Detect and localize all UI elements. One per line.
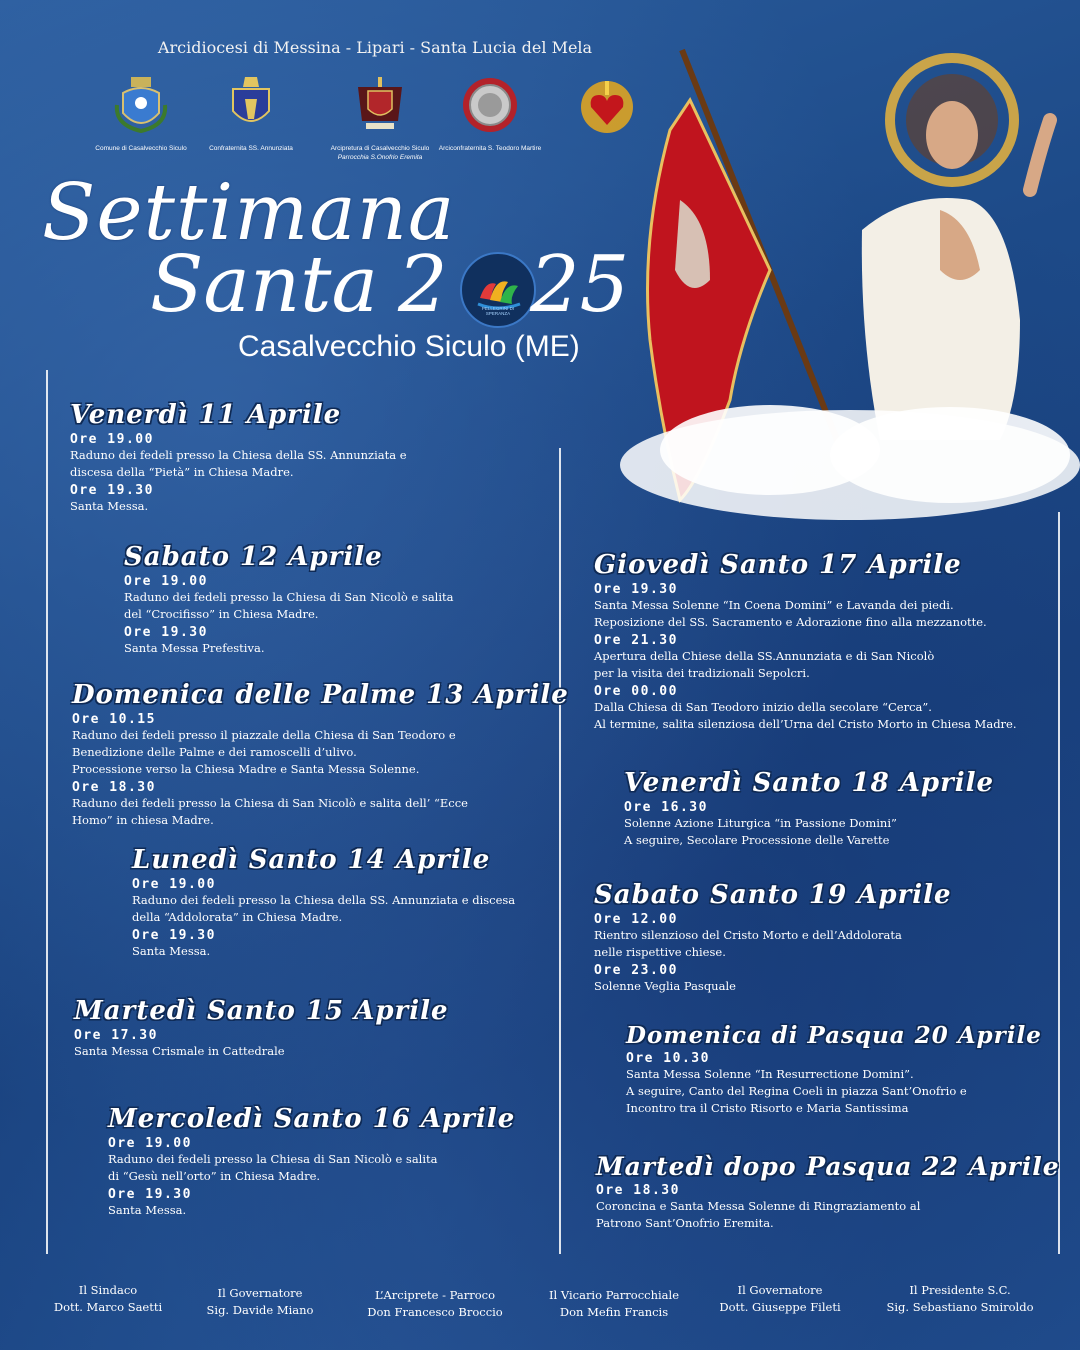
signature-role: Il Vicario Parrocchiale [548,1288,679,1302]
signature-name: Sig. Davide Miano [206,1303,314,1317]
event-line: Rientro silenzioso del Cristo Morto e dell’Addolorata [594,928,902,942]
signature-arciprete [360,1287,510,1321]
event-time: Ore 18.30 [72,780,156,795]
event-line: Santa Messa. [108,1203,187,1217]
event-time: Ore 16.30 [624,800,708,815]
signature-role: Il Presidente S.C. [909,1283,1011,1297]
event-line: Patrono Sant’Onofrio Eremita. [596,1216,774,1230]
event-line: Raduno dei fedeli presso la Chiesa di San Nicolò e salita [108,1152,438,1166]
event-time: Ore 19.00 [108,1136,192,1151]
logo-caption-parish: Parrocchia S.Onofrio Eremita [337,154,423,161]
day-title: Domenica di Pasqua 20 Aprile [626,1022,1042,1049]
event-line: Homo” in chiesa Madre. [72,813,214,827]
municipal-crest-icon [113,75,169,135]
title-year-25: 25 [530,240,630,330]
signature-presidente [882,1282,1038,1316]
event-line: nelle rispettive chiese. [594,945,726,959]
sacred-heart-icon [579,75,635,135]
title-line2: Santa [150,240,379,330]
day-title: Venerdì 11 Aprile [70,400,342,430]
event-line: Raduno dei fedeli presso la Chiesa della SS. Annunziata e [70,448,407,462]
archpriest-crest-icon [352,75,408,135]
jubilee-logo [460,252,536,328]
day-block [74,996,449,1060]
cloud-decoration [620,395,1080,535]
event-time: Ore 19.00 [70,432,154,447]
day-title: Sabato 12 Aprile [124,542,383,572]
event-line: Coroncina e Santa Messa Solenne di Ringraziamento al [596,1199,921,1213]
event-time: Ore 21.30 [594,633,678,648]
day-block [596,1152,1060,1232]
day-block [594,550,1017,733]
day-title: Giovedì Santo 17 Aprile [594,550,962,580]
event-line: Raduno dei fedeli presso la Chiesa di San Nicolò e salita [124,590,454,604]
event-line: Santa Messa. [70,499,149,513]
logo-caption: Confraternita SS. Annunziata [209,145,293,152]
signature-name: Don Francesco Broccio [367,1305,503,1319]
signature-name: Dott. Marco Saetti [53,1300,163,1314]
signature-vicario [544,1287,684,1321]
event-line: Dalla Chiesa di San Teodoro inizio della secolare “Cerca”. [594,700,932,714]
event-time: Ore 18.30 [596,1183,680,1198]
day-block [132,845,515,960]
signature-governatore-1 [200,1285,320,1319]
event-line: Raduno dei fedeli presso la Chiesa della SS. Annunziata e discesa [132,893,516,907]
day-title: Sabato Santo 19 Aprile [594,880,952,910]
event-time: Ore 19.30 [124,625,208,640]
day-title: Mercoledì Santo 16 Aprile [108,1104,516,1134]
signature-role: Il Governatore [737,1283,823,1297]
event-time: Ore 19.30 [132,928,216,943]
diocese-header: Arcidiocesi di Messina - Lipari - Santa Lucia del Mela [157,38,593,57]
event-line: di “Gesù nell’orto” in Chiesa Madre. [108,1169,321,1183]
title-year-2: 2 [398,240,448,330]
signature-governatore-2 [712,1282,848,1316]
signature-name: Sig. Sebastiano Smiroldo [886,1300,1034,1314]
event-line: A seguire, Secolare Processione delle Varette [624,833,890,847]
logo-caption: Arciconfraternita S. Teodoro Martire [438,145,542,152]
event-time: Ore 19.00 [124,574,208,589]
signature-role: L’Arciprete - Parroco [374,1288,496,1302]
event-time: Ore 17.30 [74,1028,158,1043]
event-time: Ore 19.30 [70,483,154,498]
event-line: A seguire, Canto del Regina Coeli in piazza Sant’Onofrio e [626,1084,967,1098]
event-time: Ore 23.00 [594,963,678,978]
event-time: Ore 19.30 [108,1187,192,1202]
event-line: discesa della “Pietà” in Chiesa Madre. [70,465,294,479]
event-line: Santa Messa Solenne “In Resurrectione Domini”. [626,1067,914,1081]
right-divider [1058,512,1060,1254]
event-line: Al termine, salita silenziosa dell’Urna del Cristo Morto in Chiesa Madre. [594,717,1017,731]
logo-caption: Comune di Casalvecchio Siculo [95,145,187,152]
center-divider [559,448,561,1254]
logo-arcipretura [325,75,435,162]
event-time: Ore 19.00 [132,877,216,892]
logo-confraternita [196,75,306,153]
signature-role: Il Sindaco [78,1283,138,1297]
day-title: Martedì Santo 15 Aprile [74,996,449,1026]
event-time: Ore 00.00 [594,684,678,699]
event-time: Ore 10.30 [626,1051,710,1066]
day-block [594,880,952,995]
event-line: Santa Messa Solenne “In Coena Domini” e Lavanda dei piedi. [594,598,954,612]
saint-medallion-icon [462,75,518,135]
logo-comune [86,75,196,153]
event-line: Santa Messa Prefestiva. [124,641,265,655]
event-line: Santa Messa Crismale in Cattedrale [74,1044,285,1058]
event-time: Ore 12.00 [594,912,678,927]
confraternity-crest-icon [223,75,279,135]
event-line: Reposizione del SS. Sacramento e Adorazione fino alla mezzanotte. [594,615,987,629]
event-line: Raduno dei fedeli presso il piazzale della Chiesa di San Teodoro e [72,728,456,742]
left-divider [46,370,48,1254]
day-block [624,768,994,849]
event-line: Apertura della Chiese della SS.Annunziata e di San Nicolò [594,649,935,663]
event-line: della “Addolorata” in Chiesa Madre. [132,910,343,924]
location-subtitle: Casalvecchio Siculo (ME) [238,330,580,363]
day-block [626,1022,1042,1117]
logo-caption: Arcipretura di Casalvecchio Siculo [330,145,430,152]
day-block [124,542,454,657]
logo-arciconfraternita [435,75,545,153]
event-line: Solenne Veglia Pasquale [594,979,736,993]
event-line: del “Crocifisso” in Chiesa Madre. [124,607,319,621]
signature-name: Don Mefin Francis [559,1305,669,1319]
day-title: Martedì dopo Pasqua 22 Aprile [596,1152,1060,1181]
event-line: Incontro tra il Cristo Risorto e Maria Santissima [626,1101,909,1115]
jubilee-text: PELLEGRINI DI SPERANZA [481,306,515,316]
signature-name: Dott. Giuseppe Fileti [719,1300,841,1314]
event-time: Ore 19.30 [594,582,678,597]
event-line: Santa Messa. [132,944,211,958]
title-line1: Settimana [42,168,456,258]
day-title: Domenica delle Palme 13 Aprile [72,680,569,710]
day-block [72,680,569,829]
signature-sindaco [48,1282,168,1316]
signature-role: Il Governatore [217,1286,303,1300]
event-line: Raduno dei fedeli presso la Chiesa di San Nicolò e salita dell’ “Ecce [72,796,468,810]
event-line: per la visita dei tradizionali Sepolcri. [594,666,810,680]
event-line: Benedizione delle Palme e dei ramoscelli d’ulivo. [72,745,357,759]
day-title: Venerdì Santo 18 Aprile [624,768,995,798]
event-line: Solenne Azione Liturgica “in Passione Domini” [624,816,897,830]
event-line: Processione verso la Chiesa Madre e Santa Messa Solenne. [72,762,420,776]
day-block [108,1104,515,1219]
day-title: Lunedì Santo 14 Aprile [132,845,491,875]
event-time: Ore 10.15 [72,712,156,727]
day-block [70,400,407,515]
